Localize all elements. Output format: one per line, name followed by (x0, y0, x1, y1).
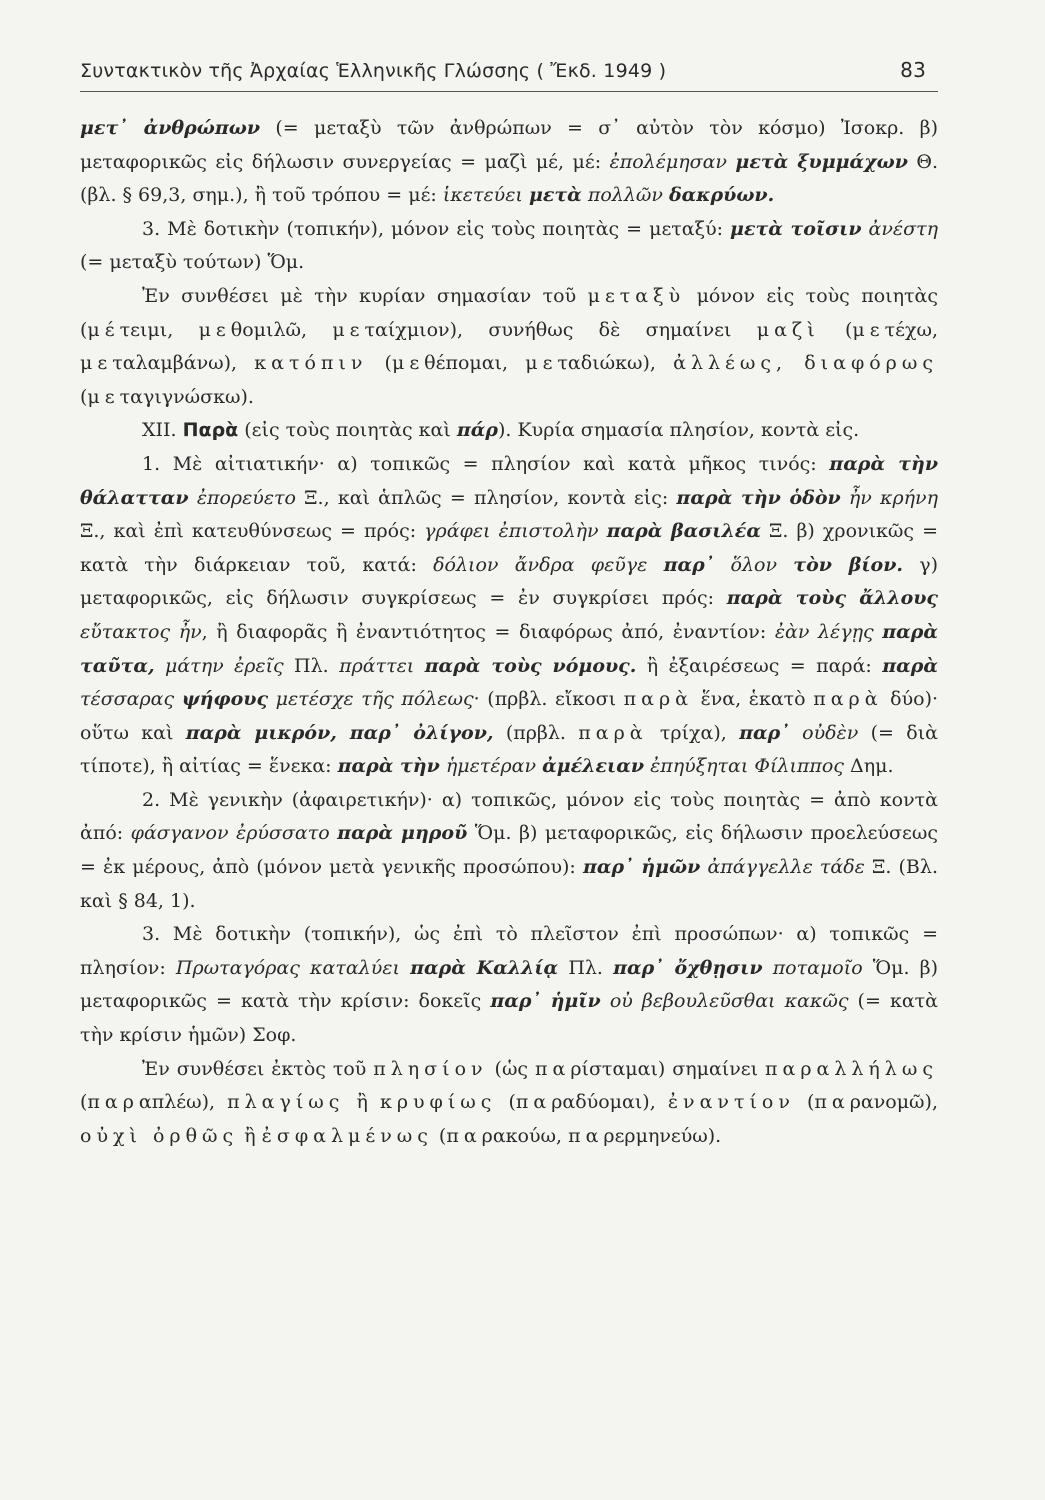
text-run (647, 554, 663, 576)
example-text: παρὰ (882, 654, 938, 677)
text-run (763, 957, 773, 979)
text-run: ( (432, 1124, 447, 1147)
paragraph (80, 784, 938, 918)
example-text: παρὰ τοὺς νόμους. (424, 654, 637, 677)
text-run: Ὅμ. β) μεταφορικῶς, εἰς δήλωσιν προελεύσεως = ἐκ μέρους, ἀπὸ (μόνον μετὰ γενικῆς προσώπου): (80, 822, 938, 879)
text-run: ). Κυρία σημασία πλησίον, κοντὰ εἰς. (498, 419, 860, 442)
spaced-text: με (80, 352, 113, 375)
text-run: απλέω), (138, 1091, 228, 1114)
text-run (841, 487, 849, 509)
example-text: τὸν βίον. (793, 553, 904, 576)
paragraph (80, 918, 938, 1052)
example-text: μετ᾽ ἀνθρώπων (80, 117, 261, 139)
bold-heading: Παρὰ (182, 419, 239, 442)
spaced-text: παρὰ (623, 688, 693, 711)
text-run: Ὅμ. β) μεταφορικῶς = κατὰ τὴν κρίσιν: δοκεῖς (80, 956, 939, 1013)
example-text: παρὰ τὴν (337, 755, 440, 778)
example-text: παρὰ μικρόν, παρ᾽ ὀλίγον, (185, 721, 494, 744)
italic-text: εὔτακτος ἦν (80, 620, 202, 643)
text-run: ρανομῶ), (849, 1091, 939, 1114)
text-run: τρίχα), (647, 721, 740, 744)
text-run: ἢ (344, 1091, 380, 1114)
example-text: παρ᾽ (739, 721, 790, 744)
spaced-text: οὐχὶ ὀρθῶς (80, 1124, 239, 1147)
spaced-text: παρὰ (578, 721, 648, 744)
text-run: 1. Μὲ αἰτιατικήν· α) τοπικῶς = πλησίον καὶ κατὰ μῆκος τινός: (142, 452, 830, 475)
text-run (414, 655, 424, 677)
example-text: παρ᾽ ἡμῶν (582, 856, 701, 879)
spaced-text: με (852, 318, 885, 341)
text-run: Πλ. (283, 654, 340, 677)
example-text: παρὰ μηροῦ (337, 822, 468, 845)
text-run: ( (367, 352, 392, 375)
text-run (400, 957, 410, 979)
spaced-text: κατόπιν (254, 352, 368, 375)
text-run: ταδιώκω), (557, 352, 674, 375)
spaced-text: πλησίον (373, 1057, 488, 1080)
paragraph (80, 280, 938, 414)
italic-text: ἡμετέραν (445, 755, 537, 778)
text-run: Ξ. (Βλ. καὶ § 84, 1). (80, 856, 938, 912)
text-run: ( (80, 385, 88, 408)
example-text: μετὰ ξυμμάχων (735, 150, 908, 173)
spaced-text: μέ (87, 318, 120, 341)
italic-text: οὐδὲν (802, 721, 859, 744)
example-text: παρ᾽ (663, 553, 715, 576)
italic-text: ἀπάγγελλε τάδε (707, 856, 865, 879)
italic-text: μάτην ἐρεῖς (165, 654, 284, 677)
text-run: ρερμηνεύω). (603, 1124, 722, 1147)
text-run: Θ. (βλ. § 69,3, σημ.), ἢ τοῦ τρόπου = μέ: (80, 150, 938, 207)
text-run: , ἢ διαφορᾶς ἢ ἐναντιότητος = διαφόρως ἀπό, ἐναντίον: (201, 620, 775, 643)
example-text: παρ᾽ ἡμῖν (490, 990, 601, 1013)
text-run: ( (794, 1091, 815, 1114)
spaced-text: με (198, 318, 231, 341)
text-run: ταλαμβάνω), (112, 352, 255, 375)
italic-text: πολλῶν (587, 184, 663, 207)
text-run: ρίσταμαι) σημαίνει (570, 1057, 766, 1080)
text-run (189, 487, 197, 509)
spaced-text: ἐσφαλμένως (261, 1124, 433, 1147)
italic-text: οὐ βεβουλεῦσθαι κακῶς (609, 990, 849, 1013)
spaced-text: ἐναντίον (667, 1091, 795, 1114)
italic-text: ἦν κρήνη (848, 486, 938, 509)
text-run: ταγιγνώσκω). (119, 385, 254, 408)
example-text: παρ᾽ ὄχθῃσιν (613, 956, 763, 979)
paragraph (80, 448, 938, 784)
italic-text: φάσγανον ἐρύσσατο (130, 822, 330, 845)
text-run: ( (496, 1091, 516, 1114)
italic-text: τέσσαρας (80, 688, 175, 711)
text-run: (εἰς τοὺς ποιητὰς καὶ (238, 419, 457, 442)
italic-text: ἐπολέμησαν (609, 150, 727, 173)
spaced-text: με (391, 352, 425, 375)
spaced-text: πλαγίως (227, 1091, 345, 1114)
spaced-text: ἀλλέως, (673, 352, 788, 375)
example-text: παρὰ Καλλίᾳ (410, 956, 559, 979)
text-run: Ἐν συνθέσει ἐκτὸς τοῦ (142, 1057, 374, 1080)
text-run: Ξ., καὶ ἐπὶ κατευθύνσεως = πρός: (80, 520, 425, 543)
text-run: ραδύομαι), (551, 1091, 668, 1114)
text-run (174, 688, 182, 710)
text-run (874, 621, 883, 643)
paragraph (80, 112, 938, 213)
example-text: πάρ (456, 419, 498, 442)
text-run: ἢ (238, 1124, 262, 1147)
text-run: (ὡς (487, 1057, 536, 1080)
text-run (714, 554, 730, 576)
text-run: (= μεταξὺ τῶν ἀνθρώπων = σ᾽ αὐτὸν τὸν κόσμο) Ἰσοκρ. β) μεταφορικῶς εἰς δήλωσιν συνεργείας = μαζὶ μέ, μέ: (80, 117, 938, 173)
example-text: δακρύων. (668, 184, 775, 207)
body-text (80, 112, 938, 1153)
text-run: Ξ., καὶ ἁπλῶς = πλησίον, κοντὰ εἰς: (296, 486, 677, 509)
text-run: 2. Μὲ γενικὴν (ἀφαιρετικήν)· α) τοπικῶς, μόνον εἰς τοὺς ποιητὰς = ἀπὸ κοντὰ ἀπό: (80, 788, 938, 845)
text-run (862, 218, 869, 240)
italic-text: ἱκετεύει (442, 184, 523, 207)
text-run: ρακούω, (481, 1124, 569, 1147)
text-run: τειμι, (119, 318, 199, 341)
example-text: μετὰ τοῖσιν (730, 217, 862, 240)
text-run: ἢ ἐξαιρέσεως = παρά: (636, 654, 883, 677)
text-run: τέχω, (884, 318, 938, 341)
text-run: Πλ. (558, 956, 614, 979)
spaced-text: κρυφίως (379, 1091, 497, 1114)
section-heading-paragraph (80, 414, 938, 448)
example-text: παρὰ τοὺς ἄλλους (726, 587, 938, 610)
example-text: παρὰ βασιλέα (606, 520, 761, 543)
text-run: θομιλῶ, (230, 318, 333, 341)
text-run: Ξ. β) χρονικῶς = κατὰ τὴν διάρκειαν τοῦ, κατά: (80, 520, 938, 576)
text-run (599, 520, 607, 542)
italic-text: ἐπορεύετο (196, 486, 296, 509)
text-run (777, 554, 793, 576)
spaced-text: πα (515, 1091, 552, 1114)
italic-text: γράφει ἐπιστολὴν (424, 520, 599, 543)
text-run: (= μεταξὺ τούτων) Ὅμ. (80, 251, 305, 274)
text-run: XII. (142, 419, 183, 442)
text-run: δύο)· οὕτω καὶ (80, 688, 939, 744)
example-text: ψήφους (181, 688, 269, 711)
spaced-text: πα (814, 1091, 850, 1114)
running-head (80, 58, 938, 92)
text-run: μόνον εἰς τοὺς ποιητὰς ( (80, 284, 938, 341)
text-run (790, 722, 802, 744)
text-run: (= διὰ τίποτε), ἢ αἰτίας = ἕνεκα: (80, 721, 938, 778)
example-text: ἀμέλειαν (542, 755, 645, 778)
text-run: Ἐν συνθέσει μὲ τὴν κυρίαν σημασίαν τοῦ (142, 284, 588, 307)
example-text: παρὰ ταῦτα, (80, 620, 938, 677)
paragraph (80, 213, 938, 280)
spaced-text: μεταξὺ (587, 284, 686, 307)
spaced-text: με (525, 352, 558, 375)
italic-text: ἐπηύξηται Φίλιππος (650, 755, 844, 778)
spaced-text: πα (568, 1124, 604, 1147)
text-run: · (πρβλ. εἴκοσι (473, 688, 624, 711)
text-run: ταίχμιον), συνήθως δὲ σημαίνει (364, 318, 757, 341)
spaced-text: μαζὶ (756, 318, 820, 341)
text-run: 3. Μὲ δοτικὴν (τοπικήν), μόνον εἰς τοὺς ποιητὰς = μεταξύ: (142, 217, 731, 240)
spaced-text: διαφόρως (804, 352, 938, 375)
italic-text: πράττει (339, 654, 415, 677)
italic-text: ποταμοῖο (772, 956, 863, 979)
spaced-text: πα (535, 1057, 571, 1080)
page-number: 83 (900, 58, 926, 82)
text-run: ἕνα, ἑκατὸ (692, 688, 814, 711)
text-run: (πρβλ. (493, 721, 579, 744)
italic-text: ὅλον (730, 553, 778, 576)
spaced-text: παρ (87, 1091, 139, 1114)
italic-text: δόλιον ἄνδρα φεῦγε (433, 553, 648, 576)
italic-text: ἐὰν λέγῃς (774, 620, 874, 643)
spaced-text: πα (446, 1124, 482, 1147)
spaced-text: με (87, 385, 120, 408)
text-run (268, 688, 276, 710)
example-text: μετὰ (528, 184, 582, 207)
italic-text: μετέσχε τῆς πόλεως (275, 688, 474, 711)
text-run: 3. Μὲ δοτικὴν (τοπικήν), ὡς ἐπὶ τὸ πλεῖστον ἐπὶ προσώπων· α) τοπικῶς = πλησίον: (80, 923, 938, 979)
example-text: παρὰ τὴν θάλατταν (80, 452, 938, 509)
text-run: γ) μεταφορικῶς, εἰς δήλωσιν συγκρίσεως = ἐν συγκρίσει πρός: (80, 553, 939, 610)
text-run (601, 990, 610, 1012)
paragraph (80, 1053, 938, 1154)
text-run: ( (80, 1091, 88, 1114)
text-run: (= κατὰ τὴν κρίσιν ἡμῶν) Σοφ. (80, 990, 938, 1047)
spaced-text: παρὰ (813, 688, 883, 711)
spaced-text: με (332, 318, 365, 341)
text-run (787, 352, 804, 374)
italic-text: Πρωταγόρας καταλύει (175, 956, 400, 979)
book-page (80, 58, 938, 1153)
text-run: θέπομαι, (424, 352, 526, 375)
text-run: ( (819, 318, 853, 341)
text-run: Δημ. (843, 755, 894, 778)
running-head-title: Συντακτικὸν τῆς Ἀρχαίας Ἑλληνικῆς Γλώσσης ( Ἔκδ. 1949 ) (80, 60, 667, 82)
text-run (155, 655, 165, 677)
italic-text: ἀνέστη (868, 217, 938, 240)
spaced-text: παραλλήλως (765, 1057, 938, 1080)
example-text: παρὰ τὴν ὁδὸν (676, 486, 841, 509)
